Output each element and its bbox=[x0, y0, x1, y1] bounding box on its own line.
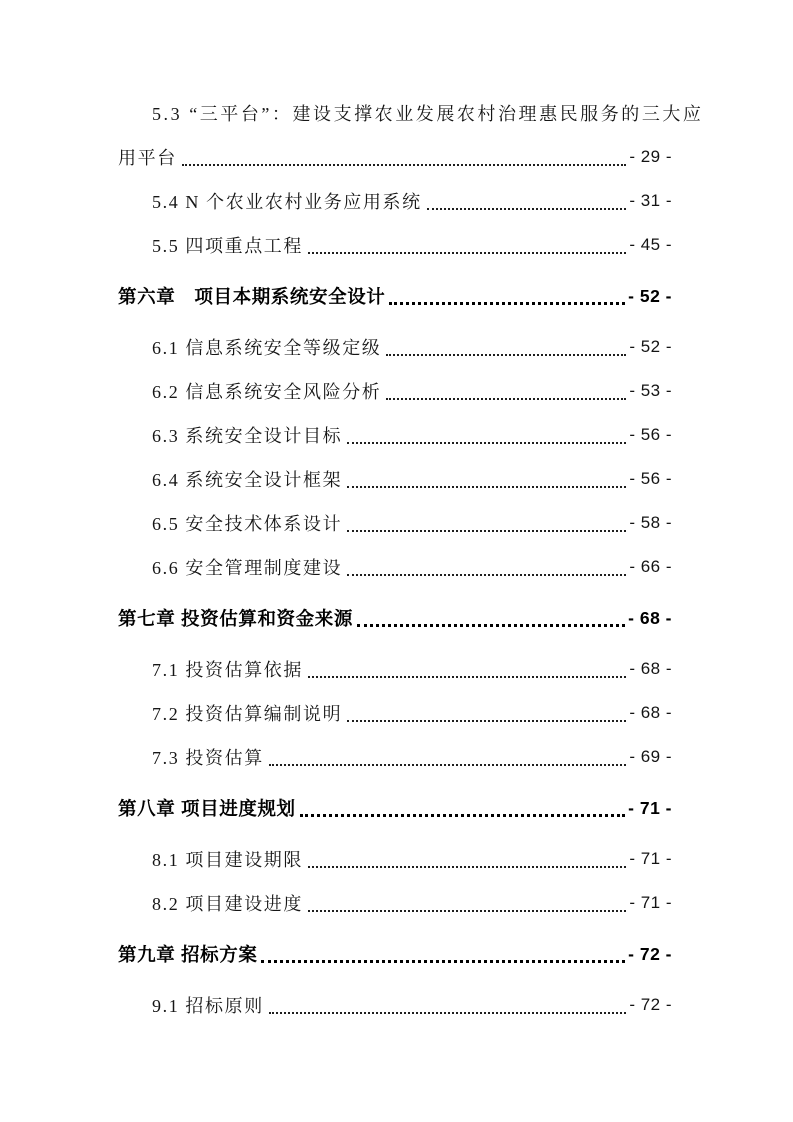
page-number: - 52 - bbox=[628, 285, 672, 306]
toc-entry-0[interactable] bbox=[118, 91, 704, 135]
dot-leader bbox=[269, 764, 627, 766]
toc-entry-title: 第九章 招标方案 bbox=[118, 944, 258, 965]
dot-leader bbox=[389, 302, 625, 305]
toc-entry-18[interactable] bbox=[118, 983, 672, 1027]
dot-leader bbox=[347, 442, 626, 444]
toc-entry-3[interactable] bbox=[118, 267, 672, 325]
page-number: - 71 - bbox=[629, 849, 672, 868]
dot-leader bbox=[269, 1012, 627, 1014]
page-number: - 66 - bbox=[629, 557, 672, 576]
dot-leader bbox=[308, 676, 626, 678]
page-number: - 72 - bbox=[628, 943, 672, 964]
toc-entry-title: 8.1 项目建设期限 bbox=[152, 850, 303, 870]
toc-entry-17[interactable] bbox=[118, 925, 672, 983]
toc-entry-title: 7.3 投资估算 bbox=[152, 748, 264, 768]
toc-entry-8[interactable] bbox=[118, 501, 672, 545]
toc-entry-9[interactable] bbox=[118, 545, 672, 589]
toc-entry-4[interactable] bbox=[118, 325, 672, 369]
dot-leader bbox=[308, 866, 626, 868]
toc-entry-14[interactable] bbox=[118, 779, 672, 837]
page-number: - 58 - bbox=[629, 513, 672, 532]
toc-entry-2[interactable] bbox=[118, 223, 672, 267]
toc-entry-title: 6.5 安全技术体系设计 bbox=[152, 514, 343, 534]
dot-leader bbox=[308, 252, 626, 254]
page-number: - 56 - bbox=[629, 469, 672, 488]
dot-leader bbox=[386, 398, 626, 400]
table-of-contents bbox=[118, 91, 704, 1027]
dot-leader bbox=[182, 164, 627, 166]
toc-entry-12[interactable] bbox=[118, 691, 672, 735]
dot-leader bbox=[308, 910, 626, 912]
dot-leader bbox=[261, 960, 625, 963]
toc-entry-title: 6.2 信息系统安全风险分析 bbox=[152, 382, 382, 402]
page-number: - 68 - bbox=[629, 659, 672, 678]
toc-entry-title: 8.2 项目建设进度 bbox=[152, 894, 303, 914]
toc-entry-11[interactable] bbox=[118, 647, 672, 691]
toc-entry-1[interactable] bbox=[118, 179, 672, 223]
toc-entry-13[interactable] bbox=[118, 735, 672, 779]
toc-entry-title: 第八章 项目进度规划 bbox=[118, 798, 296, 819]
dot-leader bbox=[386, 354, 626, 356]
toc-entry-title: 5.3 “三平台”：建设支撑农业发展农村治理惠民服务的三大应 bbox=[152, 104, 704, 124]
toc-entry-title: 用平台 bbox=[118, 148, 177, 168]
page-number: - 45 - bbox=[629, 235, 672, 254]
page-number: - 71 - bbox=[628, 797, 672, 818]
page-number: - 68 - bbox=[628, 607, 672, 628]
toc-entry-5[interactable] bbox=[118, 369, 672, 413]
dot-leader bbox=[347, 530, 626, 532]
toc-entry-title: 7.1 投资估算依据 bbox=[152, 660, 303, 680]
page-number: - 31 - bbox=[629, 191, 672, 210]
dot-leader bbox=[347, 720, 626, 722]
page-number: - 52 - bbox=[629, 337, 672, 356]
toc-entry-16[interactable] bbox=[118, 881, 672, 925]
toc-entry-7[interactable] bbox=[118, 457, 672, 501]
page-number: - 72 - bbox=[629, 995, 672, 1014]
toc-entry-title: 6.6 安全管理制度建设 bbox=[152, 558, 343, 578]
toc-entry-0-cont[interactable] bbox=[118, 135, 672, 179]
toc-entry-15[interactable] bbox=[118, 837, 672, 881]
toc-entry-title: 6.3 系统安全设计目标 bbox=[152, 426, 343, 446]
dot-leader bbox=[347, 574, 626, 576]
page-number: - 68 - bbox=[629, 703, 672, 722]
toc-entry-title: 9.1 招标原则 bbox=[152, 996, 264, 1016]
dot-leader bbox=[427, 208, 627, 210]
toc-entry-title: 6.1 信息系统安全等级定级 bbox=[152, 338, 382, 358]
toc-entry-title: 5.5 四项重点工程 bbox=[152, 236, 303, 256]
toc-entry-10[interactable] bbox=[118, 589, 672, 647]
toc-entry-title: 7.2 投资估算编制说明 bbox=[152, 704, 343, 724]
toc-entry-title: 第六章 项目本期系统安全设计 bbox=[118, 286, 386, 307]
page-number: - 71 - bbox=[629, 893, 672, 912]
page-number: - 56 - bbox=[629, 425, 672, 444]
toc-entry-title: 5.4 N 个农业农村业务应用系统 bbox=[152, 192, 422, 212]
page-number: - 29 - bbox=[629, 147, 672, 166]
toc-entry-title: 6.4 系统安全设计框架 bbox=[152, 470, 343, 490]
dot-leader bbox=[300, 814, 626, 817]
toc-entry-6[interactable] bbox=[118, 413, 672, 457]
page-number: - 69 - bbox=[629, 747, 672, 766]
dot-leader bbox=[357, 624, 625, 627]
dot-leader bbox=[347, 486, 626, 488]
page-number: - 53 - bbox=[629, 381, 672, 400]
toc-entry-title: 第七章 投资估算和资金来源 bbox=[118, 608, 353, 629]
